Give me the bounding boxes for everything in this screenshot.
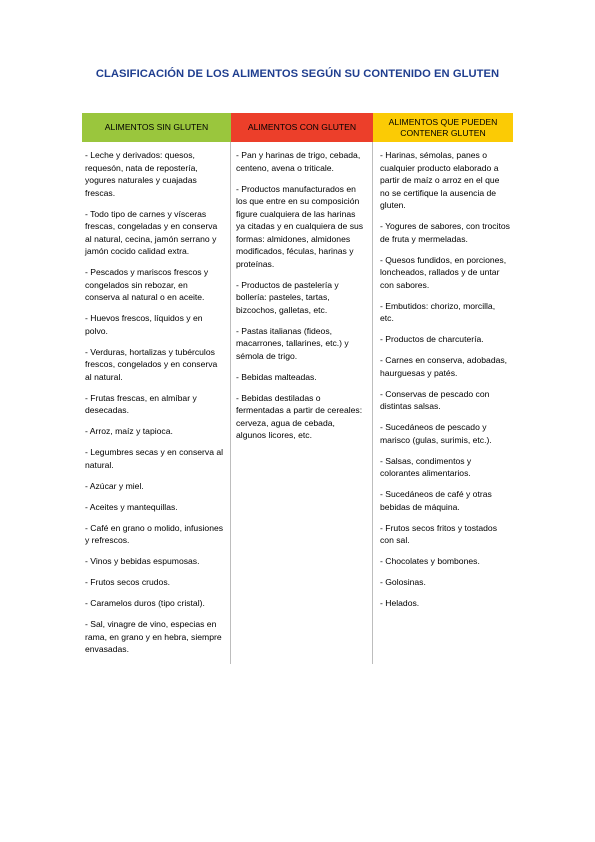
column-pueden-contener-gluten bbox=[373, 142, 513, 664]
list-item: - Productos de charcutería. bbox=[380, 334, 484, 344]
list-item: - Pan y harinas de trigo, cebada, centeno, avena o triticale. bbox=[236, 150, 361, 173]
list-item: - Legumbres secas y en conserva al natural. bbox=[85, 447, 224, 470]
gluten-classification-table bbox=[82, 113, 513, 664]
list-item: - Sucedáneos de café y otras bebidas de máquina. bbox=[380, 489, 492, 512]
list-item: - Sal, vinagre de vino, especias en rama, en grano y en hebra, siempre envasadas. bbox=[85, 619, 222, 654]
list-item: - Pescados y mariscos frescos y congelados sin rebozar, en conserva al natural o en aceite. bbox=[85, 267, 209, 302]
list-item: - Golosinas. bbox=[380, 577, 426, 587]
header-sin-gluten: ALIMENTOS SIN GLUTEN bbox=[82, 113, 231, 142]
list-item: - Carnes en conserva, adobadas, haurguesas y patés. bbox=[380, 355, 508, 378]
column-con-gluten bbox=[231, 142, 373, 664]
list-item: - Frutas frescas, en almíbar y desecadas. bbox=[85, 392, 197, 415]
list-item: - Sucedáneos de pescado y marisco (gulas, surimis, etc.). bbox=[380, 422, 492, 445]
list-item: - Leche y derivados: quesos, requesón, nata de repostería, yogures naturales y cuajadas frescas. bbox=[85, 150, 198, 198]
list-item: - Huevos frescos, líquidos y en polvo. bbox=[85, 313, 203, 336]
list-item: - Pastas italianas (fideos, macarrones, tallarines, etc.) y sémola de trigo. bbox=[236, 325, 349, 361]
list-item: - Salsas, condimentos y colorantes alimentarios. bbox=[380, 455, 472, 478]
header-con-gluten: ALIMENTOS CON GLUTEN bbox=[231, 113, 373, 142]
list-item: - Arroz, maíz y tapioca. bbox=[85, 426, 173, 436]
list-item: - Todo tipo de carnes y vísceras frescas, congeladas y en conserva al natural, cecina, jamón serrano y jamón cocido calidad extra. bbox=[85, 208, 218, 256]
list-item: - Productos manufacturados en los que entre en su composición figure cualquiera de las harinas ya citadas y en cualquiera de sus formas: almidones, almidones modificados, féculas, harinas y proteínas. bbox=[236, 183, 364, 269]
list-item: - Conservas de pescado con distintas salsas. bbox=[380, 388, 490, 411]
table-body bbox=[82, 142, 513, 664]
list-item: - Chocolates y bombones. bbox=[380, 556, 480, 566]
list-item: - Vinos y bebidas espumosas. bbox=[85, 556, 200, 566]
list-item: - Azúcar y miel. bbox=[85, 480, 144, 491]
list-item: - Embutidos: chorizo, morcilla, etc. bbox=[380, 300, 496, 323]
list-item: - Frutos secos crudos. bbox=[85, 577, 171, 587]
list-item: - Bebidas destiladas o fermentadas a partir de cereales: cerveza, agua de cebada, algunos licores, etc. bbox=[236, 392, 363, 440]
page-title: CLASIFICACIÓN DE LOS ALIMENTOS SEGÚN SU CONTENIDO EN GLUTEN bbox=[95, 68, 500, 80]
table-header-row bbox=[82, 113, 513, 142]
column-sin-gluten bbox=[82, 142, 231, 664]
list-item: - Harinas, sémolas, panes o cualquier producto elaborado a partir de maíz o arroz en el que no se certifique la ausencia de gluten. bbox=[380, 150, 500, 210]
list-item: - Café en grano o molido, infusiones y refrescos. bbox=[85, 522, 224, 545]
header-pueden-contener-gluten: ALIMENTOS QUE PUEDEN CONTENER GLUTEN bbox=[373, 113, 513, 142]
list-item: - Yogures de sabores, con trocitos de fruta y mermeladas. bbox=[380, 221, 510, 244]
list-item: - Helados. bbox=[380, 598, 420, 608]
list-item: - Quesos fundidos, en porciones, loncheados, rallados y de untar con sabores. bbox=[380, 254, 507, 290]
list-item: - Caramelos duros (tipo cristal). bbox=[85, 598, 205, 608]
list-item: - Productos de pastelería y bollería: pasteles, tartas, bizcochos, galletas, etc. bbox=[236, 279, 339, 315]
list-item: - Verduras, hortalizas y tubérculos frescos, congelados y en conserva al natural. bbox=[85, 346, 218, 382]
list-item: - Frutos secos fritos y tostados con sal. bbox=[380, 522, 498, 545]
list-item: - Bebidas malteadas. bbox=[236, 371, 317, 382]
list-item: - Aceites y mantequillas. bbox=[85, 501, 178, 512]
